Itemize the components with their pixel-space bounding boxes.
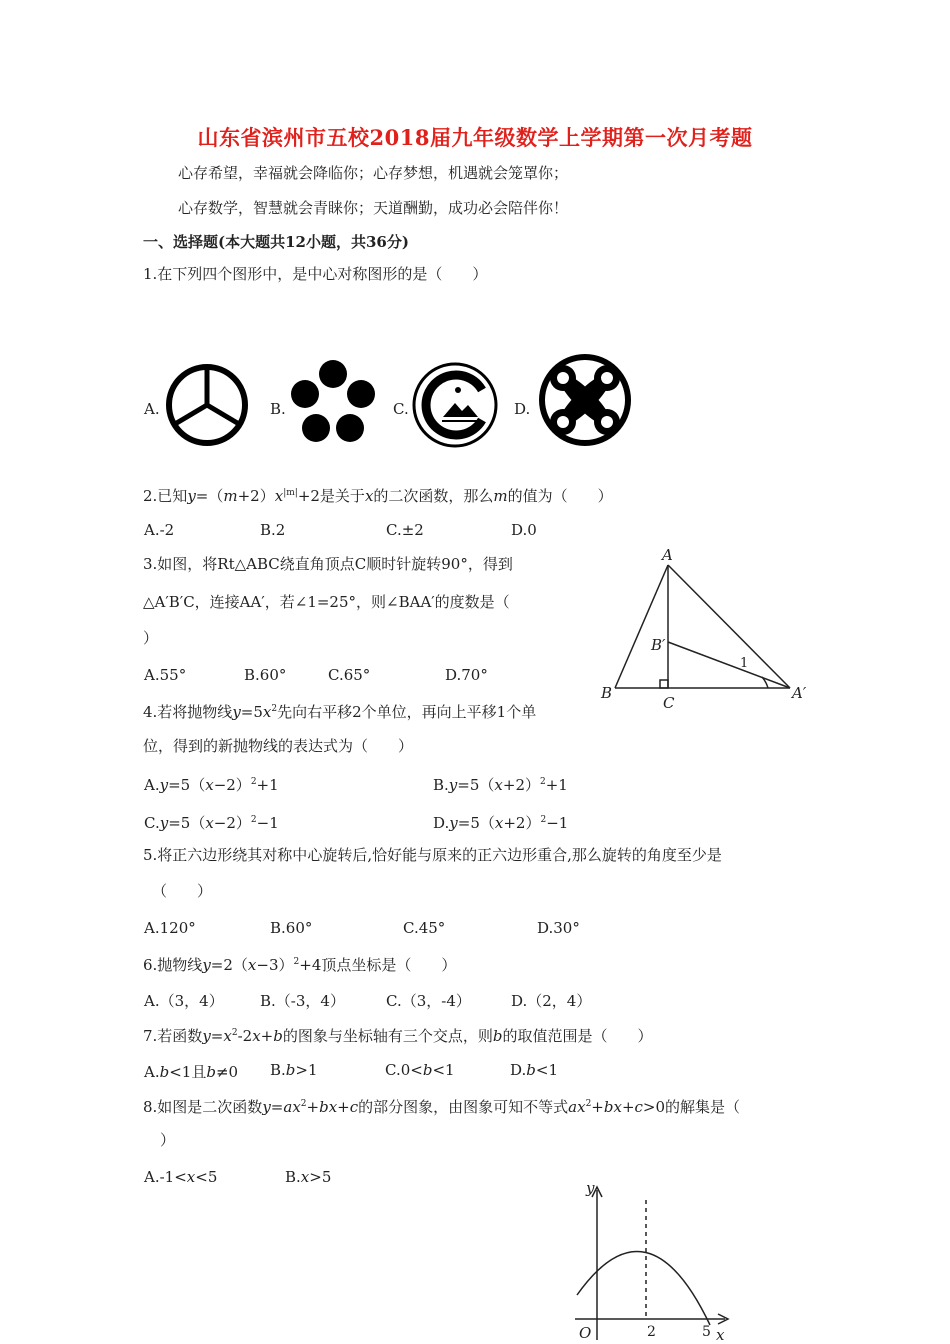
q6-option-c: C.（3，-4） <box>386 992 471 1010</box>
question-4-line-1: 4.若将抛物线$y=5x^2$先向右平移2个单位，再向上平移1个单 <box>143 703 537 721</box>
q1-label-d: D. <box>514 400 531 418</box>
q1-label-a: A. <box>144 400 160 418</box>
question-1-stem: 1.在下列四个图形中，是中心对称图形的是（ ） <box>143 265 488 283</box>
q2-option-c: C.±2 <box>386 521 424 539</box>
q1-figure-a-three-spoke-emblem <box>162 360 252 450</box>
q3-label-b-prime: B′ <box>651 636 666 654</box>
q1-figure-d-four-petal <box>535 350 635 450</box>
q5-option-a: A.120° <box>144 919 196 937</box>
question-3-line-2: △A′B′C，连接AA′，若∠1=25°，则∠BAA′的度数是（ <box>143 593 510 611</box>
q3-label-a: A <box>662 546 673 564</box>
question-3-line-1: 3.如图，将Rt△ABC绕直角顶点C顺时针旋转90°，得到 <box>143 555 513 573</box>
question-5-line-1: 5.将正六边形绕其对称中心旋转后,恰好能与原来的正六边形重合,那么旋转的角度至少是 <box>143 846 722 864</box>
question-6-stem: 6.抛物线$y=2(x-3)^2+4$顶点坐标是（ ） <box>143 956 457 974</box>
q8-origin-label: O <box>579 1324 592 1342</box>
q2-option-a: A.-2 <box>144 521 175 539</box>
q3-label-b: B <box>601 684 613 702</box>
q4-option-d: $D.y=5(x+2)^2-1$ <box>433 814 569 832</box>
q5-option-b: B.60° <box>270 919 313 937</box>
q1-label-c: C. <box>393 400 409 418</box>
q4-option-a: $A.y=5(x-2)^2+1$ <box>144 776 279 794</box>
q3-angle-label: 1 <box>740 656 749 671</box>
q8-parabola-figure <box>570 1175 740 1344</box>
motto-line-2: 心存数学，智慧就会青睐你；天道酬勤，成功必会陪伴你！ <box>178 199 569 217</box>
q8-tick-label-2: 2 <box>647 1324 656 1340</box>
q2-option-d: D.0 <box>511 521 537 539</box>
q3-option-c: C.65° <box>328 666 371 684</box>
q8-tick-label-5: 5 <box>702 1324 711 1340</box>
q2-option-b: B.2 <box>260 521 286 539</box>
section-heading: 一、选择题(本大题共12小题，共36分) <box>143 233 409 251</box>
q5-option-d: D.30° <box>537 919 580 937</box>
q3-option-d: D.70° <box>445 666 488 684</box>
q3-option-a: A.55° <box>144 666 187 684</box>
q8-option-b: B.x>5 <box>285 1168 332 1186</box>
q1-label-b: B. <box>270 400 286 418</box>
q3-triangle-figure <box>590 545 820 715</box>
q3-label-a-prime: A′ <box>792 684 807 702</box>
q3-option-b: B.60° <box>244 666 287 684</box>
motto-line-1: 心存希望，幸福就会降临你；心存梦想，机遇就会笼罩你； <box>178 164 569 182</box>
question-4-line-2: 位，得到的新抛物线的表达式为（ ） <box>143 737 414 755</box>
q1-figure-b-pentagon-flower <box>288 358 378 448</box>
q3-label-c: C <box>663 694 675 712</box>
q6-option-b: B.（-3，4） <box>260 992 345 1010</box>
q6-option-d: D.（2，4） <box>511 992 592 1010</box>
question-5-line-2: （ ） <box>152 882 213 900</box>
q8-y-axis-label: y <box>586 1179 595 1197</box>
question-8-line-2: ） <box>160 1131 176 1149</box>
q7-option-d: D.b<1 <box>510 1061 558 1079</box>
q4-option-c: $C.y=5(x-2)^2-1$ <box>144 814 279 832</box>
q8-x-axis-label: x <box>716 1326 725 1344</box>
q7-option-a: A.b<1且b≠0 <box>144 1063 239 1081</box>
question-8-line-1: 8.如图是二次函数$y=ax^2+bx+c$的部分图象，由图象可知不等式$ax^2+bx+c>0$的解集是（ <box>143 1098 741 1116</box>
question-2-stem: 2.已知$y=(m+2)x^{|m|}+2$是关于x的二次函数，那么m的值为（ ） <box>143 487 613 505</box>
question-7-stem: 7.若函数$y=x^2-2x+b$的图象与坐标轴有三个交点，则b的取值范围是（ ） <box>143 1027 653 1045</box>
q8-option-a: A.-1<x<5 <box>144 1168 218 1186</box>
page-title: 山东省滨州市五校2018届九年级数学上学期第一次月考题 <box>197 125 753 150</box>
q5-option-c: C.45° <box>403 919 446 937</box>
q1-figure-c-c-logo <box>410 360 500 450</box>
q6-option-a: A.（3，4） <box>144 992 224 1010</box>
q7-option-c: C.0<b<1 <box>385 1061 455 1079</box>
q7-option-b: B.b>1 <box>270 1061 318 1079</box>
q4-option-b: $B.y=5(x+2)^2+1$ <box>433 776 568 794</box>
question-3-line-3: ） <box>143 629 159 647</box>
